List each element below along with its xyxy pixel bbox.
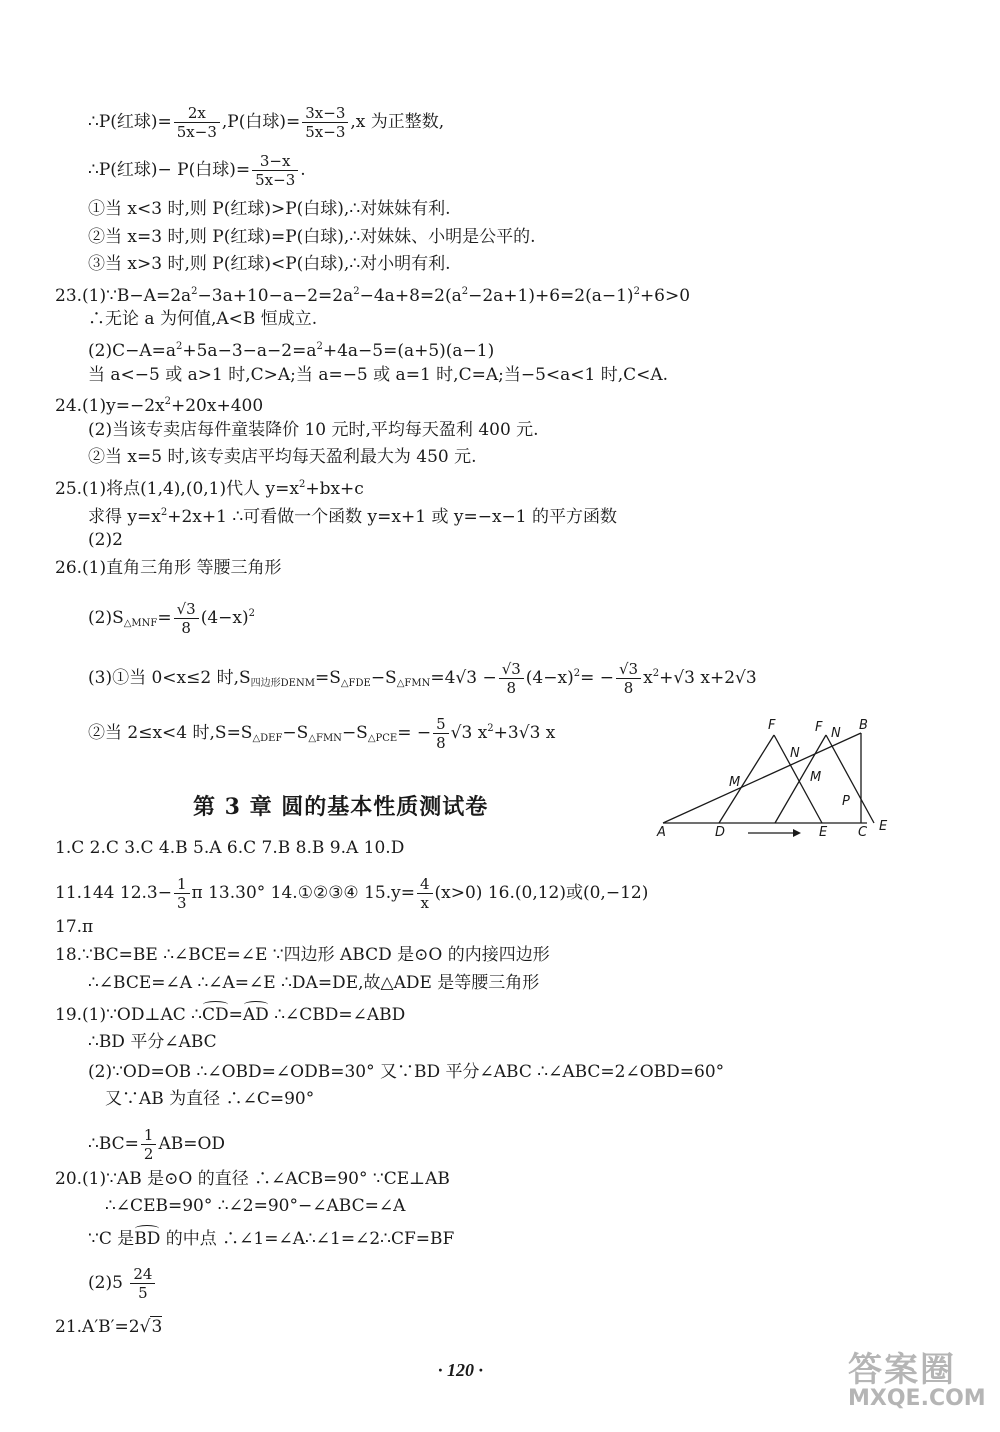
- text: +6>0: [639, 286, 691, 306]
- text: 23.(1)∵B−A=2a: [55, 286, 192, 306]
- text: (2)5: [88, 1273, 129, 1293]
- superscript: 2: [633, 286, 640, 297]
- q20-part2-line: [88, 1265, 157, 1302]
- numerator: 1: [174, 875, 190, 894]
- text: 19.(1)∵OD⊥AC ∴: [55, 1005, 202, 1025]
- numerator: √3: [616, 660, 641, 679]
- denominator: 5x−3: [255, 171, 296, 189]
- label-b: B: [859, 718, 868, 733]
- watermark-logo: 答案圈: [848, 1350, 956, 1390]
- label-f1: F: [768, 718, 776, 733]
- arrow-head: [793, 829, 801, 837]
- text: (2)S: [88, 608, 124, 628]
- case-1-line: ①当 x<3 时,则 P(红球)>P(白球),∴对妹妹有利.: [88, 199, 451, 219]
- superscript: 2: [160, 507, 168, 518]
- q23-cases-line: 当 a<−5 或 a>1 时,C>A;当 a=−5 或 a=1 时,C=A;当−5<a<1 时,C<A.: [88, 365, 669, 385]
- text: 25.(1)将点(1,4),(0,1)代人 y=x: [55, 479, 299, 499]
- label-a: A: [657, 825, 666, 840]
- text: (3)①当 0<x≤2 时,S: [88, 668, 251, 688]
- q25-part1-line: [55, 474, 364, 500]
- text: ∴P(红球)=: [88, 112, 172, 132]
- text: ∴BC=: [88, 1134, 139, 1154]
- q23-part2-line: [88, 336, 494, 362]
- superscript: 2: [248, 608, 256, 619]
- prob-red-white-line: [88, 104, 444, 141]
- numerator: 24: [130, 1265, 155, 1284]
- text: =: [157, 608, 172, 628]
- q18-line-2: ∴∠BCE=∠A ∴∠A=∠E ∴DA=DE,故△ADE 是等腰三角形: [88, 973, 540, 993]
- q19-line-3: (2)∵OD=OB ∴∠OBD=∠ODB=30° 又∵BD 平分∠ABC ∴∠ABC=2∠OBD=60°: [88, 1062, 725, 1082]
- superscript: 2: [487, 723, 494, 734]
- text: +3√3 x: [493, 723, 556, 743]
- radicand: 3: [151, 1317, 163, 1337]
- text: 21.A′B′=2: [55, 1317, 140, 1337]
- fraction: [499, 660, 524, 697]
- text: −S: [341, 723, 368, 743]
- q21-line: [55, 1316, 162, 1338]
- arc-bd: BD: [134, 1229, 161, 1249]
- text: AB=OD: [158, 1134, 226, 1154]
- subscript: △DEF: [252, 733, 283, 744]
- superscript: 2: [652, 668, 660, 679]
- denominator: 8: [181, 619, 191, 637]
- superscript: 2: [191, 286, 198, 297]
- q25-part2-line: (2)2: [88, 530, 123, 550]
- denominator: 5x−3: [176, 123, 217, 141]
- q23-part1-line: [55, 281, 690, 307]
- answer-17-line: 17.π: [55, 917, 94, 937]
- text: +bx+c: [305, 479, 364, 499]
- text: =S: [314, 668, 341, 688]
- superscript: 2: [164, 396, 171, 407]
- answers-1-10-line: 1.C 2.C 3.C 4.B 5.A 6.C 7.B 8.B 9.A 10.D: [55, 838, 405, 858]
- arc-cd: CD: [202, 1005, 229, 1025]
- chapter-title: 第 3 章 圆的基本性质测试卷: [193, 794, 489, 820]
- q25-result-line: [88, 502, 617, 528]
- subscript: △FDE: [340, 678, 371, 689]
- subscript: △FMN: [308, 733, 342, 744]
- q20-line-3: [88, 1228, 454, 1250]
- superscript: 2: [176, 341, 183, 352]
- numerator: 2x: [174, 104, 220, 123]
- text: 的中点 ∴∠1=∠A∴∠1=∠2∴CF=BF: [160, 1229, 455, 1249]
- numerator: √3: [499, 660, 524, 679]
- fraction: [174, 600, 199, 637]
- text: ∴∠CBD=∠ABD: [268, 1005, 406, 1025]
- denominator: 8: [506, 679, 517, 697]
- text: 求得 y=x: [88, 507, 161, 527]
- numerator: 3x−3: [302, 104, 348, 123]
- numerator: √3: [174, 600, 199, 619]
- line-f2e: [826, 735, 874, 823]
- q26-part2-line: [88, 600, 255, 637]
- text: π 13.30° 14.①②③④ 15.y=: [191, 883, 415, 903]
- q19-line-2: ∴BD 平分∠ABC: [88, 1032, 217, 1052]
- denominator: 2: [143, 1145, 154, 1163]
- text: ∴P(红球)− P(白球)=: [88, 160, 251, 180]
- q18-line-1: 18.∵BC=BE ∴∠BCE=∠E ∵四边形 ABCD 是⊙O 的内接四边形: [55, 945, 550, 965]
- label-f2: F: [815, 720, 823, 735]
- text: x: [643, 668, 653, 688]
- triangle-figure: [655, 715, 895, 840]
- q19-line-5: [88, 1126, 225, 1163]
- text: (4−x): [525, 668, 574, 688]
- superscript: 2: [461, 286, 469, 297]
- fraction: [302, 104, 348, 141]
- text: = −: [580, 668, 614, 688]
- denominator: x: [420, 894, 429, 912]
- page-number: · 120 ·: [438, 1360, 483, 1380]
- subscript: 四边形DENM: [250, 678, 315, 689]
- q26-part1-line: 26.(1)直角三角形 等腰三角形: [55, 558, 282, 578]
- fraction: [174, 875, 190, 912]
- text: (2)C−A=a: [88, 341, 176, 361]
- q24-part2-line: (2)当该专卖店每件童装降价 10 元时,平均每天盈利 400 元.: [88, 420, 539, 440]
- label-c: C: [858, 825, 868, 840]
- q26-part3b-line: [88, 715, 555, 752]
- watermark-url: MXQE.COM: [848, 1386, 986, 1411]
- label-m2: M: [810, 770, 822, 785]
- text: −4a+8=2(a: [359, 286, 462, 306]
- q20-line-2: ∴∠CEB=90° ∴∠2=90°−∠ABC=∠A: [105, 1196, 406, 1216]
- text: 11.144 12.3−: [55, 883, 172, 903]
- text: (x>0) 16.(0,12)或(0,−12): [434, 883, 649, 903]
- denominator: 3: [176, 894, 187, 912]
- denominator: 5x−3: [305, 123, 346, 141]
- denominator: 5: [138, 1284, 148, 1302]
- subscript: △PCE: [367, 733, 398, 744]
- arc-ad: AD: [242, 1005, 269, 1025]
- fraction: [130, 1265, 155, 1302]
- numerator: 1: [141, 1126, 157, 1145]
- superscript: 2: [316, 341, 323, 352]
- label-e2: E: [879, 819, 888, 834]
- q26-part3a-line: [88, 660, 757, 697]
- text: ②当 2≤x<4 时,S=S: [88, 723, 253, 743]
- superscript: 2: [298, 479, 306, 490]
- label-m1: M: [729, 775, 741, 790]
- text: √3 x: [450, 723, 488, 743]
- q19-line-1: [55, 1004, 405, 1026]
- subscript: △FMN: [396, 678, 431, 689]
- label-e1: E: [819, 825, 828, 840]
- text: +√3 x+2√3: [659, 668, 757, 688]
- fraction: [252, 152, 298, 189]
- numerator: 4: [417, 875, 433, 894]
- denominator: 8: [436, 734, 446, 752]
- sqrt-icon: √: [139, 1317, 151, 1337]
- text: ∵C 是: [88, 1229, 135, 1249]
- text: −S: [370, 668, 397, 688]
- q20-line-1: 20.(1)∵AB 是⊙O 的直径 ∴∠ACB=90° ∵CE⊥AB: [55, 1169, 450, 1189]
- text: .: [300, 160, 306, 180]
- text: 24.(1)y=−2x: [55, 396, 165, 416]
- q24-part3-line: ②当 x=5 时,该专卖店平均每天盈利最大为 450 元.: [88, 447, 477, 467]
- denominator: 8: [623, 679, 634, 697]
- text: ,P(白球)=: [221, 112, 301, 132]
- prob-difference-line: [88, 152, 306, 189]
- case-2-line: ②当 x=3 时,则 P(红球)=P(白球),∴对妹妹、小明是公平的.: [88, 227, 536, 247]
- text: = −: [397, 723, 432, 743]
- q23-conclusion-line: ∴无论 a 为何值,A<B 恒成立.: [88, 309, 318, 329]
- text: =: [228, 1005, 243, 1025]
- fraction: [616, 660, 641, 697]
- case-3-line: ③当 x>3 时,则 P(红球)<P(白球),∴对小明有利.: [88, 254, 451, 274]
- label-p: P: [842, 794, 850, 809]
- text: (4−x): [200, 608, 249, 628]
- text: −S: [282, 723, 309, 743]
- q19-line-4: 又∵AB 为直径 ∴∠C=90°: [105, 1089, 315, 1109]
- q24-part1-line: [55, 391, 263, 417]
- text: −2a+1)+6=2(a−1): [468, 286, 634, 306]
- label-n1: N: [790, 746, 800, 761]
- fraction: [433, 715, 449, 752]
- text: +4a−5=(a+5)(a−1): [322, 341, 495, 361]
- fraction: [174, 104, 220, 141]
- text: ,x 为正整数,: [350, 112, 445, 132]
- line-df1: [719, 735, 774, 823]
- numerator: 5: [433, 715, 449, 734]
- label-n2: N: [831, 726, 841, 741]
- line-ab: [663, 733, 861, 823]
- superscript: 2: [573, 668, 581, 679]
- superscript: 2: [353, 286, 360, 297]
- numerator: 3−x: [252, 152, 298, 171]
- text: =4√3 −: [430, 668, 497, 688]
- fraction: [417, 875, 433, 912]
- label-d: D: [715, 825, 726, 840]
- text: +20x+400: [171, 396, 264, 416]
- text: +5a−3−a−2=a: [182, 341, 317, 361]
- subscript: △MNF: [123, 618, 158, 629]
- text: +2x+1 ∴可看做一个函数 y=x+1 或 y=−x−1 的平方函数: [167, 507, 617, 527]
- answers-11-16-line: [55, 875, 648, 912]
- fraction: [141, 1126, 157, 1163]
- text: −3a+10−a−2=2a: [197, 286, 354, 306]
